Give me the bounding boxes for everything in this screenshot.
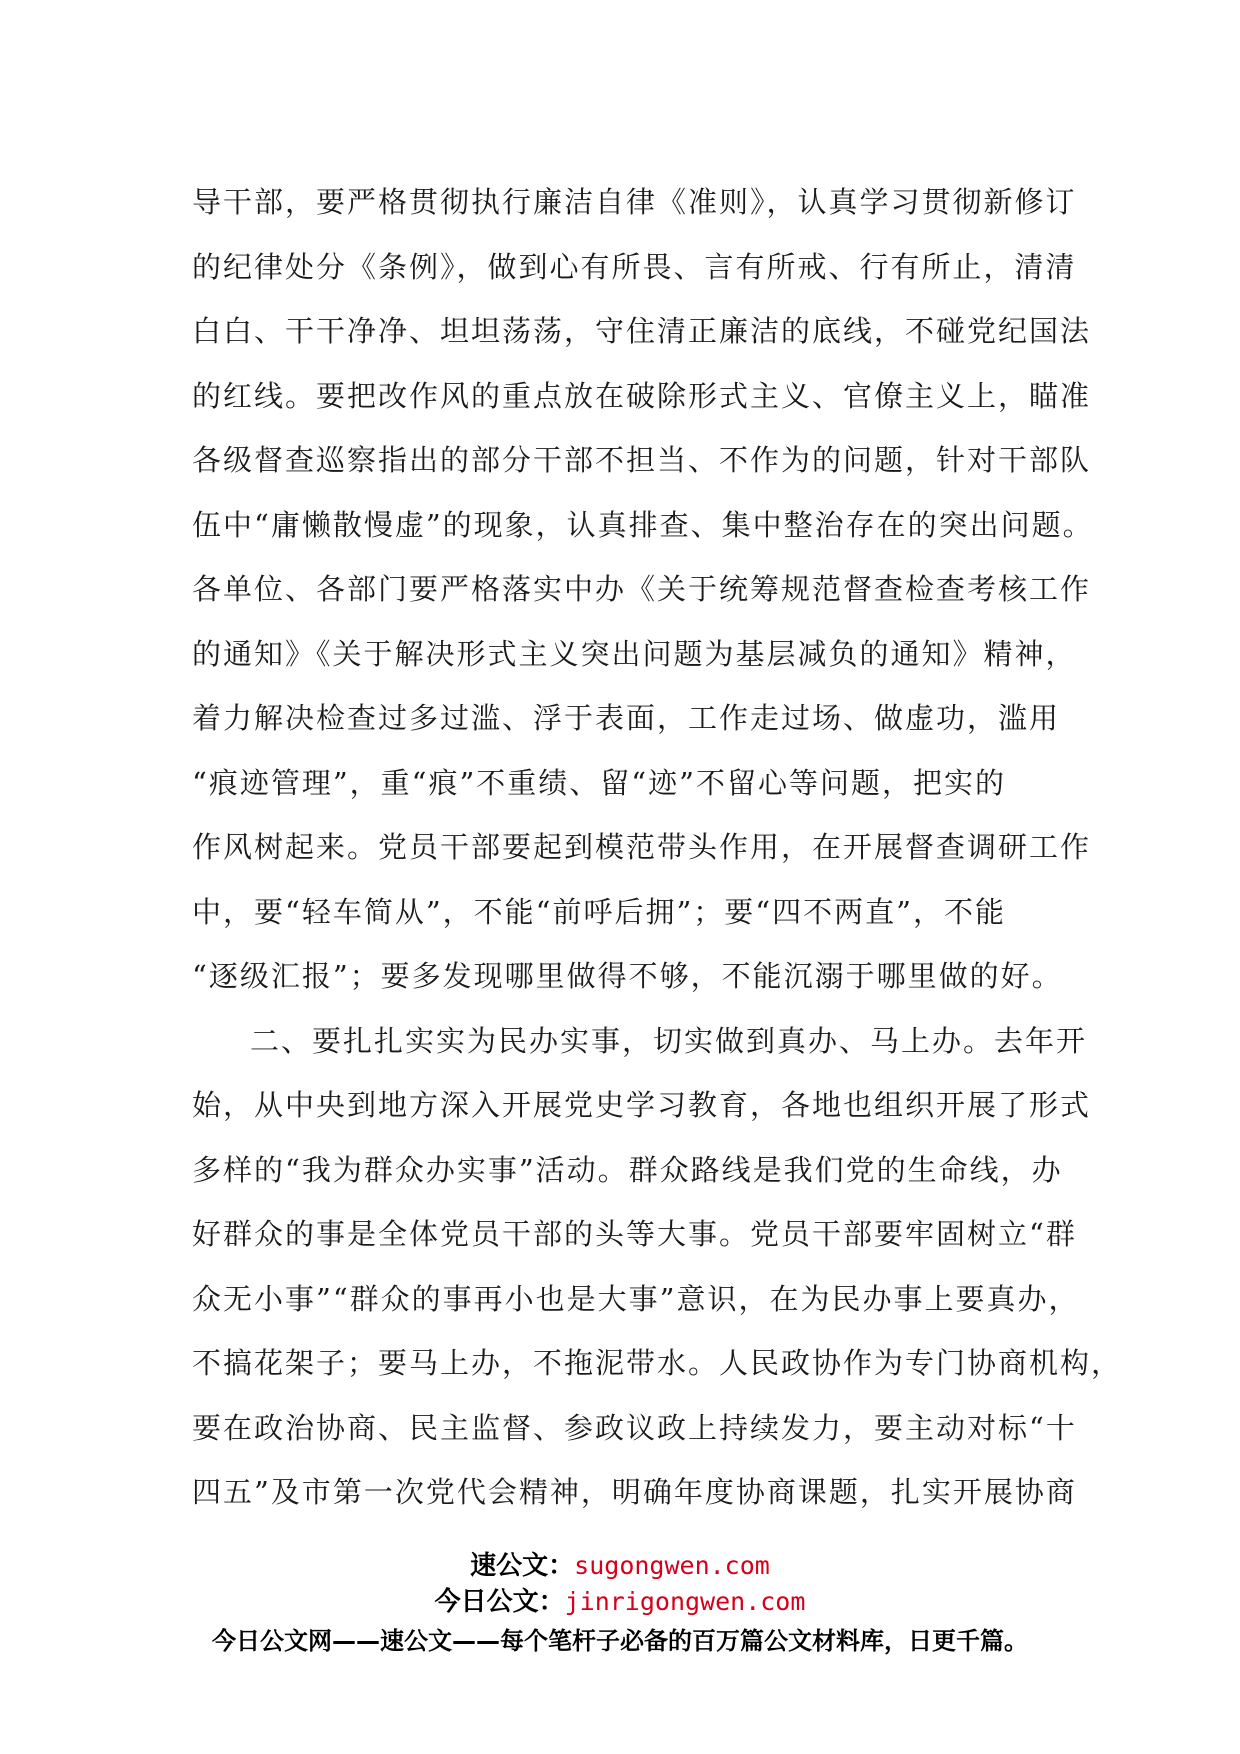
footer-site-1: [0, 1548, 1240, 1584]
text-line-11: 作风树起来。党员干部要起到模范带头作用，在开展督查调研工作: [192, 830, 1092, 864]
text-line-2: 的纪律处分《条例》，做到心有所畏、言有所戒、行有所止，清清: [192, 249, 1077, 284]
footer-site-2-link[interactable]: jinrigongwen.com: [564, 1587, 806, 1616]
text-line-16: 多样的“我为群众办实事”活动。群众路线是我们党的生命线，办: [192, 1152, 1063, 1187]
text-line-19: 不搞花架子；要马上办，不拖泥带水。人民政协作为专门协商机构，: [192, 1346, 1123, 1380]
text-line-5: 各级督查巡察指出的部分干部不担当、不作为的问题，针对干部队: [192, 443, 1092, 477]
text-line-18: 众无小事”“群众的事再小也是大事”意识，在为民办事上要真办，: [192, 1281, 1080, 1316]
text-line-10: “痕迹管理”，重“痕”不重绩、留“迹”不留心等问题，把实的: [192, 765, 1006, 800]
text-line-13: “逐级汇报”；要多发现哪里做得不够，不能沉溺于哪里做的好。: [192, 959, 1063, 993]
footer-slogan: 今日公文网——速公文——每个笔杆子必备的百万篇公文材料库，日更千篇。: [212, 1627, 1028, 1655]
text-line-1: 导干部，要严格贯彻执行廉洁自律《准则》，认真学习贯彻新修订: [192, 185, 1077, 219]
text-line-21: 四五”及市第一次党代会精神，明确年度协商课题，扎实开展协商: [192, 1475, 1077, 1509]
text-line-15: 始，从中央到地方深入开展党史学习教育，各地也组织开展了形式: [192, 1088, 1092, 1122]
body-text: [192, 170, 1123, 1525]
text-line-20: 要在政治协商、民主监督、参政议政上持续发力，要主动对标“十: [192, 1410, 1077, 1445]
text-line-9: 着力解决检查过多过滥、浮于表面，工作走过场、做虚功，滥用: [192, 701, 1061, 735]
footer-site-1-label: 速公文：: [470, 1551, 575, 1581]
text-line-4: 的红线。要把改作风的重点放在破除形式主义、官僚主义上，瞄准: [192, 378, 1092, 413]
text-line-6: 伍中“庸懒散慢虚”的现象，认真排查、集中整治存在的突出问题。: [192, 507, 1094, 542]
footer-site-1-link[interactable]: sugongwen.com: [574, 1551, 770, 1580]
text-line-14: 二、要扎扎实实为民办实事，切实做到真办、马上办。去年开: [250, 1023, 1088, 1058]
text-line-7: 各单位、各部门要严格落实中办《关于统筹规范督查检查考核工作: [192, 572, 1092, 606]
text-line-8: 的通知》《关于解决形式主义突出问题为基层减负的通知》精神，: [192, 636, 1077, 671]
text-line-12: 中，要“轻车简从”，不能“前呼后拥”；要“四不两直”，不能: [192, 894, 1006, 929]
footer-site-2: [0, 1584, 1240, 1620]
text-line-17: 好群众的事是全体党员干部的头等大事。党员干部要牢固树立“群: [192, 1217, 1077, 1251]
footer-watermark: [0, 1548, 1240, 1658]
text-line-3: 白白、干干净净、坦坦荡荡，守住清正廉洁的底线，不碰党纪国法: [192, 314, 1092, 348]
footer-site-2-label: 今日公文：: [434, 1587, 565, 1617]
